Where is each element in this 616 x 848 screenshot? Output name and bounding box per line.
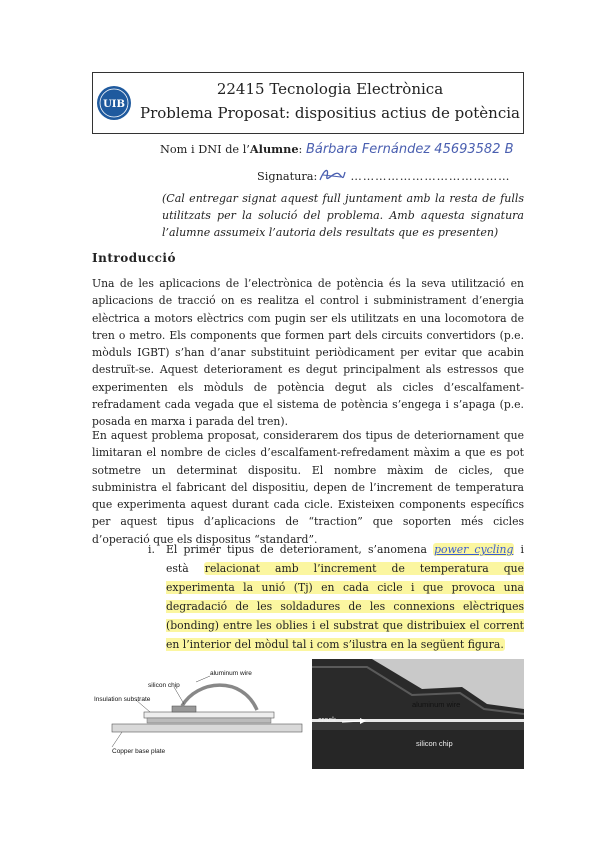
logo-text: UIB <box>103 99 125 110</box>
micrograph-drawing <box>312 659 524 769</box>
student-name-line <box>160 142 560 157</box>
list-item-text <box>166 540 524 654</box>
list-text-before: El primer tipus de deteriorament, s’anomena <box>166 543 434 556</box>
signature-label: Signatura: <box>257 170 318 183</box>
module-cross-section-figure <box>92 660 304 770</box>
problem-title: Problema Proposat: dispositius actius de potència <box>140 104 520 122</box>
label-insulation-substrate: Insulation substrate <box>94 696 151 703</box>
list-item-number: i. <box>148 543 155 556</box>
uib-logo <box>96 85 132 121</box>
name-label-bold: Alumne <box>249 142 299 156</box>
name-label-suffix: : <box>298 143 306 156</box>
student-name-value: Bárbara Fernández 45693582 B <box>305 142 514 157</box>
photo-label-aluminum-wire: aluminum wire <box>412 700 461 709</box>
photo-label-crack: crack <box>318 715 336 724</box>
paragraph-1: Una de les aplicacions de l’electrònica de potència és la seva utilització en aplicacions de tracció on es realitza el control i subministrament d’energia elèctrica a motors elèctrics com pugin ser els utilitzats en una locomotora de tren o metro. Els components que formen part dels circuits convertidors (p.e. mòduls IGBT) s’han d’anar substituint periòdicament per evitar que acabin destruït-se. Aquest deteriorament es degut principalment als estressos que experimenten els mòduls de potència degut als cicles d’escalfament-refradament cada vegada que el sistema de potència s’engega i s’apaga (p.e. posada en marxa i parada del tren). <box>92 277 524 429</box>
list-text-mid: i està <box>166 543 524 575</box>
crack-micrograph <box>312 659 524 769</box>
photo-label-silicon-chip: silicon chip <box>416 739 453 748</box>
power-cycling-link[interactable]: power cycling <box>434 543 514 556</box>
label-silicon-chip: silicon chip <box>148 682 180 689</box>
section-heading <box>92 251 176 265</box>
signature-line <box>257 166 557 186</box>
name-label-prefix: Nom i DNI de l’ <box>160 143 250 156</box>
course-title: 22415 Tecnologia Electrònica <box>216 80 444 98</box>
highlighted-text: relacionat amb l’increment de temperatura que experimenta la unió (Tj) en cada cicle i que provoca una degradació de les soldadures de les connexions elèctriques (bonding) entre les oblies i el substrat que distribuiex el corrent en l’interior del mòdul tal i com s’ilustra en la següent figura. <box>166 562 524 651</box>
signature-dots: ………………………………… <box>350 170 511 183</box>
authorship-note: (Cal entregar signat aquest full juntament amb la resta de fulls utilitzats per la solució del problema. Amb aquesta signatura l’alumne assumeix l’autoria dels resultats que es presenten) <box>162 192 524 239</box>
paragraph-2: En aquest problema proposat, considerarem dos tipus de deteriornament que limitaran el nombre de cicles d’escalfament-refredament màxim a que es pot sotmetre un determinat dispositu. El nombre màxim de cicles, que subministra el fabricant del dispositiu, depen de l’increment de temperatura que experimenta aquest durant cada cicle. Existeixen components específics per aquest tipus d’aplicacions de “traction” que soporten més cicles d’operació que els dispositus “standard”. <box>92 429 524 546</box>
signature-scribble-icon <box>317 166 347 186</box>
heading-text: Introducció <box>92 251 176 265</box>
label-aluminum-wire: aluminum wire <box>210 670 252 677</box>
label-copper-base-plate: Copper base plate <box>112 748 166 755</box>
